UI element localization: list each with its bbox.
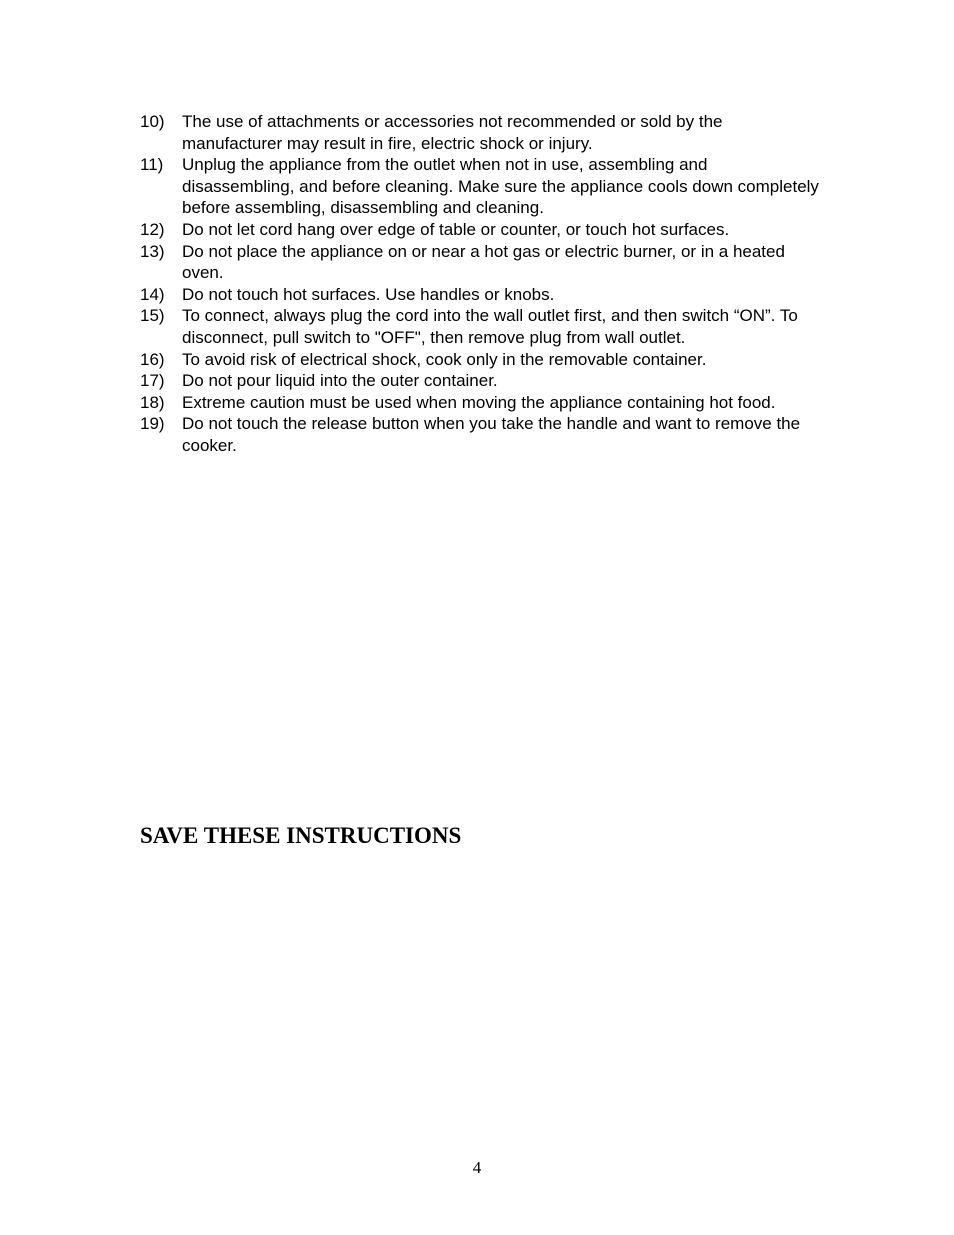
item-number: 13) xyxy=(140,241,165,261)
item-text: The use of attachments or accessories not recommended or sold by the manufacturer may result in fire, electric shock or injury. xyxy=(182,112,723,153)
page-number: 4 xyxy=(472,1158,482,1177)
list-item xyxy=(140,413,820,456)
item-number: 18) xyxy=(140,392,165,412)
item-text: Unplug the appliance from the outlet when not in use, assembling and disassembling, and before cleaning. Make sure the appliance cools down completely before assembling, disassembling and cleaning. xyxy=(182,155,819,218)
item-number: 11) xyxy=(140,155,164,175)
item-text: Extreme caution must be used when moving the appliance containing hot food. xyxy=(182,392,776,412)
item-text: Do not place the appliance on or near a hot gas or electric burner, or in a heated oven. xyxy=(182,241,785,283)
item-text: Do not touch the release button when you take the handle and want to remove the cooker. xyxy=(182,414,801,455)
item-text: Do not touch hot surfaces. Use handles or knobs. xyxy=(182,284,555,304)
list-item xyxy=(140,241,820,284)
item-number: 17) xyxy=(140,371,165,391)
safety-instructions-list xyxy=(140,111,820,457)
list-item xyxy=(140,154,820,219)
item-number: 16) xyxy=(140,349,165,369)
item-text: To connect, always plug the cord into the wall outlet first, and then switch “ON”. To disconnect, pull switch to "OFF", then remove plug from wall outlet. xyxy=(182,306,798,347)
item-number: 14) xyxy=(140,284,165,304)
item-text: To avoid risk of electrical shock, cook only in the removable container. xyxy=(182,349,707,369)
item-number: 15) xyxy=(140,306,165,326)
item-number: 19) xyxy=(140,414,165,434)
list-item xyxy=(140,305,820,348)
save-instructions-heading: SAVE THESE INSTRUCTIONS xyxy=(140,823,462,848)
item-text: Do not pour liquid into the outer container. xyxy=(182,371,498,391)
list-item xyxy=(140,370,820,392)
list-item xyxy=(140,219,820,241)
list-item xyxy=(140,392,820,414)
item-text: Do not let cord hang over edge of table or counter, or touch hot surfaces. xyxy=(182,219,730,239)
list-item xyxy=(140,349,820,371)
item-number: 12) xyxy=(140,219,165,239)
list-item xyxy=(140,111,820,154)
item-number: 10) xyxy=(140,112,165,131)
list-item xyxy=(140,284,820,306)
